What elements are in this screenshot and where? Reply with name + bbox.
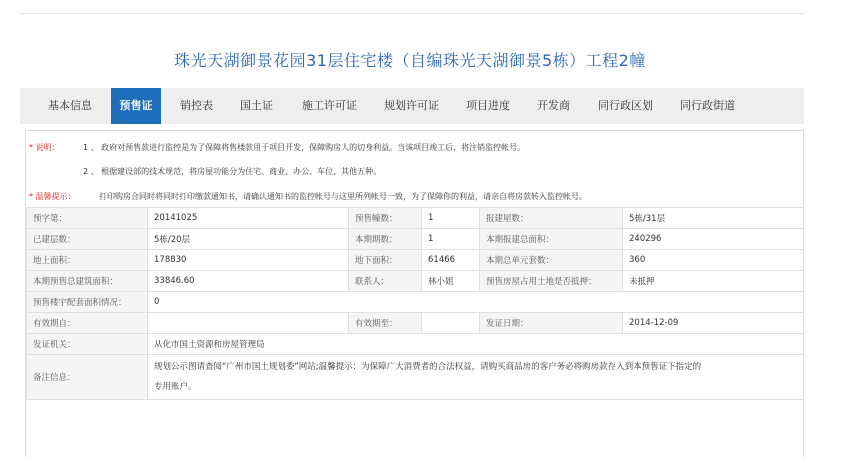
tab-basic-info[interactable]: 基本信息 (48, 99, 92, 112)
presale-buildings-value: 1 (422, 208, 480, 229)
total-reported-area-label: 本期报建总面积： (480, 229, 623, 250)
valid-from-value (148, 313, 349, 334)
built-floors-label: 已建层数： (27, 229, 148, 250)
supporting-area-value: 0 (148, 292, 805, 313)
issuing-authority-value: 从化市国土资源和房屋管理局 (148, 334, 805, 355)
remarks-value (148, 355, 805, 400)
presale-permit-panel (25, 130, 804, 457)
tab-bar (20, 88, 804, 124)
page-title: 珠光天湖御景花园31层住宅楼（自编珠光天湖御景5栋）工程2幢 (174, 51, 646, 70)
remarks-line-1: 规划公示图请查阅“广州市国土规划委”网站;温馨提示：为保障广大消费者的合法权益，请购买商品房的客户务必将购房款存入到本预售证下指定的 (154, 362, 702, 372)
reported-floors-value: 5栋/31层 (623, 208, 805, 229)
contact-label: 联系人： (349, 271, 422, 292)
phase-label: 本期期数： (349, 229, 422, 250)
above-ground-area-label: 地上面积： (27, 250, 148, 271)
valid-to-label: 有效期至： (349, 313, 422, 334)
tab-project-progress[interactable]: 项目进度 (466, 99, 510, 112)
table-row (27, 229, 805, 250)
table-row (27, 313, 805, 334)
table-row (27, 250, 805, 271)
valid-from-label: 有效期自： (27, 313, 148, 334)
presale-no-label: 预字第： (27, 208, 148, 229)
tab-presale-permit[interactable]: 预售证 (111, 88, 161, 124)
tip-label: * 温馨提示： (29, 192, 76, 201)
table-row (27, 271, 805, 292)
notes-section (26, 131, 803, 206)
land-mortgage-value: 未抵押 (623, 271, 805, 292)
underground-area-label: 地下面积： (349, 250, 422, 271)
underground-area-value: 61466 (422, 250, 480, 271)
note-label: * 说明： (29, 143, 60, 152)
total-reported-area-value: 240296 (623, 229, 805, 250)
top-divider (20, 13, 805, 14)
presale-no-value: 20141025 (148, 208, 349, 229)
phase-value: 1 (422, 229, 480, 250)
tab-construction-permit[interactable]: 施工许可证 (302, 99, 357, 112)
note-line-2: 2 、 根据建设部的技术规范，将房屋功能分为住宅、商业、办公、车位、其他五种。 (83, 167, 382, 176)
land-mortgage-label: 预售房屋占用土地是否抵押： (480, 271, 623, 292)
presale-total-area-label: 本期预售总建筑面积： (27, 271, 148, 292)
tip-text: 打印购房合同时将同时打印缴款通知书，请确认通知书的监控帐号与这里所列帐号一致，为了保障你的利益，请亲自将房款转入监控帐号。 (99, 192, 587, 201)
issuing-authority-label: 发证机关： (27, 334, 148, 355)
permit-info-table (26, 207, 804, 400)
table-row (27, 334, 805, 355)
table-row (27, 292, 805, 313)
unit-count-label: 本期总单元套数： (480, 250, 623, 271)
note-line-1: 1 、 政府对预售款进行监控是为了保障将售楼款用于项目开发，保障购房人的切身利益。当该项目竣工后，将注销监控帐号。 (83, 143, 526, 152)
table-row (27, 355, 805, 400)
supporting-area-label: 预售楼宇配套面积情况： (27, 292, 148, 313)
above-ground-area-value: 178830 (148, 250, 349, 271)
tab-same-district[interactable]: 同行政区划 (598, 99, 653, 112)
remarks-label: 备注信息： (27, 355, 148, 400)
unit-count-value: 360 (623, 250, 805, 271)
tab-planning-permit[interactable]: 规划许可证 (384, 99, 439, 112)
remarks-line-2: 专用账户。 (154, 382, 197, 392)
tab-sales-control[interactable]: 销控表 (180, 99, 213, 112)
issue-date-label: 发证日期： (480, 313, 623, 334)
tab-land-certificate[interactable]: 国土证 (240, 99, 273, 112)
presale-buildings-label: 预售幢数： (349, 208, 422, 229)
tab-developer[interactable]: 开发商 (537, 99, 570, 112)
table-row (27, 208, 805, 229)
built-floors-value: 5栋/20层 (148, 229, 349, 250)
tab-same-street[interactable]: 同行政街道 (680, 99, 735, 112)
reported-floors-label: 报建屋数： (480, 208, 623, 229)
presale-total-area-value: 33846.60 (148, 271, 349, 292)
contact-value: 林小姐 (422, 271, 480, 292)
issue-date-value: 2014-12-09 (623, 313, 805, 334)
valid-to-value (422, 313, 480, 334)
